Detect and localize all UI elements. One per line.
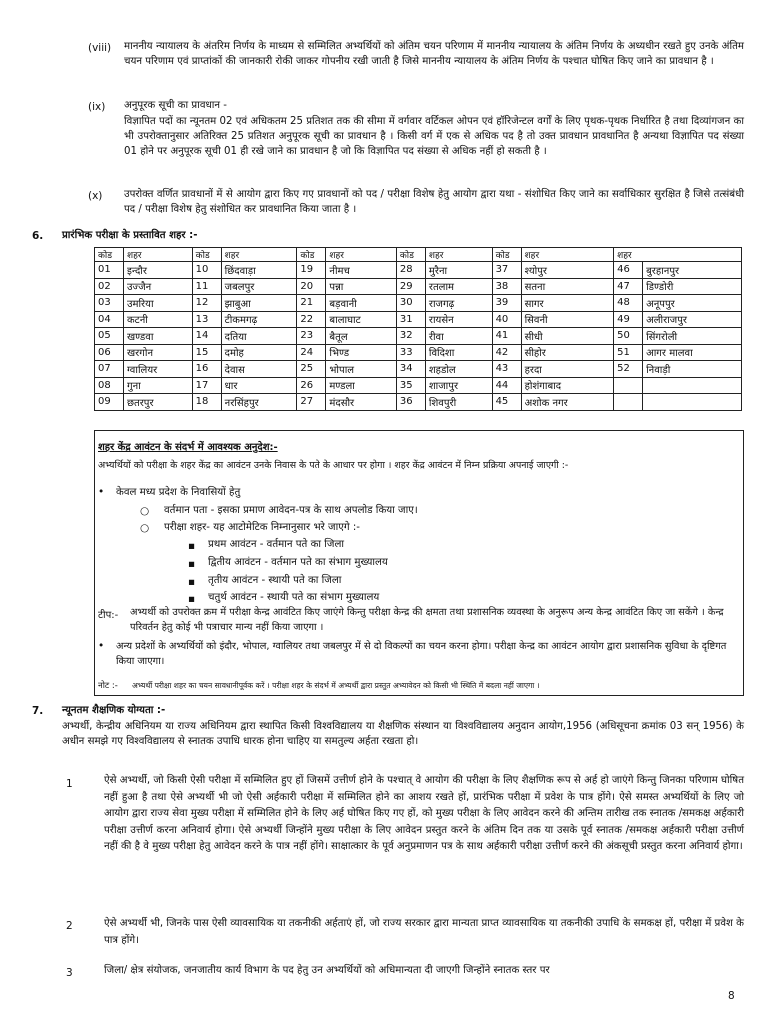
section-7-intro: अभ्यर्थी, केन्द्रीय अधिनियम या राज्य अधिनियम द्वारा स्थापित किसी विश्वविद्यालय या शैक्षणिक संस्थान या विश्वविद्यालय अनुदान आयोग,1956 (अधिसूचना क्रमांक 03 सन् 1956) के अधीन समझे गए विश्वविद्यालय से स्नातक उपाधि धारक होना चाहिए या समतुल्य अर्हता रखता हो। [62,721,744,747]
city-name-cell: भोपाल [326,361,396,378]
city-name-cell: श्योपुर [521,262,614,279]
city-name-cell: सागर [521,295,614,312]
city-name-cell: अनूपपुर [643,295,742,312]
city-name-cell: दतिया [221,328,297,345]
city-code-cell: 50 [614,328,643,345]
item-ix-title: अनुपूरक सूची का प्रावधान - [124,100,227,111]
city-name-cell: मुरैना [425,262,492,279]
city-name-cell: जबलपुर [221,278,297,295]
circle-bullet-icon: ○ [140,522,150,534]
city-name-cell: कटनी [124,311,193,328]
final-note-text: अभ्यर्थी परीक्षा शहर का चयन सावधानीपूर्वक करें । परीक्षा शहर के संदर्भ में अभ्यर्थी द्वारा प्रस्तुत अभ्यावेदन को किसी भी स्थिति में बदला नहीं जाएगा । [132,681,540,690]
city-name-cell: नीमच [326,262,396,279]
section-7-number: 7. [32,705,44,717]
city-name-cell: बैतूल [326,328,396,345]
item-viii-label: (viii) [88,42,112,54]
city-name-cell: अशोक नगर [521,394,614,411]
city-name-cell: टीकमगढ़ [221,311,297,328]
table-header-cell: शहर [221,248,297,262]
para-2-number: 2 [66,920,73,932]
table-body [95,262,742,411]
city-name-cell: सीहोर [521,344,614,361]
city-code-cell: 19 [297,262,326,279]
section-6-title: प्रारंभिक परीक्षा के प्रस्तावित शहर :- [62,230,198,241]
table-header-cell: शहर [124,248,193,262]
city-code-cell: 35 [396,377,425,394]
city-code-cell: 49 [614,311,643,328]
city-code-cell: 03 [95,295,124,312]
para-3-number: 3 [66,967,73,979]
city-code-cell: 09 [95,394,124,411]
table-header-cell: कोड [192,248,221,262]
city-code-cell: 31 [396,311,425,328]
para-1-text: ऐसे अभ्यर्थी, जो किसी ऐसी परीक्षा में सम्मिलित हुए हों जिसमें उत्तीर्ण होने के पश्चात् वे आयोग की परीक्षा के लिए शैक्षणिक रूप से अर्ह हो जाएंगे किन्तु जिनका परिणाम घोषित नहीं हुआ है तथा ऐसे अभ्यर्थी भी जो ऐसी अर्हकारी परीक्षा में सम्मिलित होने का आशय रखते हों, प्रारंभिक परीक्षा में प्रवेश के पात्र होंगे। ऐसे समस्त अभ्यर्थियों के लिए जो आयोग द्वारा राज्य सेवा मुख्य परीक्षा में सम्मिलित होने के लिए अर्ह घोषित किए गए हों, को मुख्य परीक्षा के लिए आवेदन करने की अन्तिम तारीख तक स्नातक /समकक्ष अर्हकारी परीक्षा उत्तीर्ण करना अनिवार्य होगा। ऐसे अभ्यर्थी जिन्होंने मुख्य परीक्षा के लिए आवेदन प्रस्तुत करने के अंतिम दिन तक या उसके पूर्व स्नातक /समकक्ष अर्हकारी परीक्षा उत्तीर्ण नहीं की है वे मुख्य परीक्षा हेतु आवेदन करने के पात्र नहीं होंगे। साक्षात्कार के पूर्व अनुप्रमाणन पत्र के साथ अर्हकारी परीक्षा उत्तीर्ण करने की अंकसूची प्रस्तुत करना अनिवार्य होगा। [104,775,744,852]
city-code-cell: 41 [492,328,521,345]
table-header-cell: शहर [326,248,396,262]
city-code-cell: 29 [396,278,425,295]
city-name-cell: हरदा [521,361,614,378]
item-ix-label: (ix) [88,101,106,113]
allocation-1: प्रथम आवंटन - वर्तमान पते का जिला [208,539,345,550]
city-name-cell: धार [221,377,297,394]
city-code-cell: 04 [95,311,124,328]
city-code-cell: 32 [396,328,425,345]
bullet-icon: • [98,486,105,498]
city-name-cell: आगर मालवा [643,344,742,361]
table-row [95,361,742,378]
city-name-cell: खरगोन [124,344,193,361]
city-code-cell: 23 [297,328,326,345]
city-code-cell: 21 [297,295,326,312]
city-code-cell: 27 [297,394,326,411]
city-code-cell: 52 [614,361,643,378]
square-bullet-icon: ▪ [188,540,196,552]
city-code-cell: 48 [614,295,643,312]
item-viii-text: माननीय न्यायालय के अंतरिम निर्णय के माध्यम से सम्मिलित अभ्यर्थियों को अंतिम चयन परिणाम में माननीय न्यायालय के अंतिम निर्णय के अध्यधीन रखते हुए उनके अंतिम चयन परिणाम एवं प्राप्तांकों की जानकारी रोकी जाकर गोपनीय रखी जाती है जिसे माननीय न्यायालय के अंतिम निर्णय के पश्चात घोषित किए जाने का प्रावधान है । [124,41,744,67]
para-2-text: ऐसे अभ्यर्थी भी, जिनके पास ऐसी व्यावसायिक या तकनीकी अर्हताएं हों, जो राज्य सरकार द्वारा मान्यता प्राप्त व्यावसायिक या तकनीकी उपाधि के समकक्ष हों, परीक्षा में प्रवेश के पात्र होंगे। [104,918,744,946]
exam-city-table [94,247,742,411]
city-name-cell: गुना [124,377,193,394]
city-name-cell: होशंगाबाद [521,377,614,394]
table-row [95,344,742,361]
square-bullet-icon: ▪ [188,558,196,570]
city-code-cell: 14 [192,328,221,345]
allocation-4: चतुर्थ आवंटन - स्थायी पते का संभाग मुख्यालय [208,592,380,603]
city-name-cell: ग्वालियर [124,361,193,378]
page-number: 8 [728,990,735,1002]
table-header-row [95,248,742,262]
city-code-cell: 51 [614,344,643,361]
table-header-cell: शहर [521,248,614,262]
city-name-cell: शहडोल [425,361,492,378]
table-row [95,262,742,279]
square-bullet-icon: ▪ [188,593,196,605]
city-code-cell: 40 [492,311,521,328]
tip-label: टीप:- [98,610,119,621]
city-name-cell: दमोह [221,344,297,361]
city-name-cell: शिवपुरी [425,394,492,411]
city-name-cell: छिंदवाड़ा [221,262,297,279]
city-code-cell: 11 [192,278,221,295]
table-header-cell: कोड [297,248,326,262]
city-code-cell: 22 [297,311,326,328]
city-code-cell: 44 [492,377,521,394]
table-header-cell: शहर [614,248,742,262]
square-bullet-icon: ▪ [188,576,196,588]
city-name-cell: उज्जैन [124,278,193,295]
note-intro: अभ्यर्थियों को परीक्षा के शहर केंद्र का आवंटन उनके निवास के पते के आधार पर होगा । शहर केंद्र आवंटन में निम्न प्रक्रिया अपनाई जाएगी :- [98,460,569,471]
item-x-label: (x) [88,190,103,202]
city-name-cell: अलीराजपुर [643,311,742,328]
city-code-cell: 01 [95,262,124,279]
allocation-3: तृतीय आवंटन - स्थायी पते का जिला [208,575,342,586]
city-code-cell: 10 [192,262,221,279]
city-code-cell: 30 [396,295,425,312]
city-code-cell: 38 [492,278,521,295]
note-bullet-other-states: अन्य प्रदेशों के अभ्यर्थियों को इंदौर, भोपाल, ग्वालियर तथा जबलपुर में से दो विकल्पों का चयन करना होगा। परीक्षा केन्द्र का आवंटन आयोग द्वारा प्रशासनिक सुविधा के दृष्टिगत किया जाएगा। [116,641,727,667]
para-1-number: 1 [66,778,73,790]
table-row [95,311,742,328]
city-name-cell: छतरपुर [124,394,193,411]
city-name-cell: पन्ना [326,278,396,295]
city-name-cell: सिवनी [521,311,614,328]
city-code-cell: 46 [614,262,643,279]
note-tip: अभ्यर्थी को उपरोक्त क्रम में परीक्षा केन्द्र आवंटित किए जाएंगे किन्तु परीक्षा केन्द्र की क्षमता तथा प्रशासनिक व्यवस्था के अनुरूप अन्य केन्द्र आवंटित किए जा सकेंगे । केन्द्र परिवर्तन हेतु कोई भी पत्राचार मान्य नहीं किया जाएगा । [130,607,724,633]
table-row [95,328,742,345]
city-name-cell: बड़वानी [326,295,396,312]
note-bullet-mp-residents: केवल मध्य प्रदेश के निवासियों हेतु [116,487,241,498]
city-code-cell: 43 [492,361,521,378]
city-code-cell [614,394,643,411]
city-code-cell: 37 [492,262,521,279]
city-code-cell: 06 [95,344,124,361]
city-code-cell: 24 [297,344,326,361]
table-row [95,377,742,394]
city-code-cell: 26 [297,377,326,394]
city-name-cell [643,394,742,411]
city-name-cell: बुरहानपुर [643,262,742,279]
city-name-cell: निवाड़ी [643,361,742,378]
city-code-cell: 16 [192,361,221,378]
city-code-cell: 34 [396,361,425,378]
table-row [95,278,742,295]
city-name-cell: रतलाम [425,278,492,295]
city-code-cell: 28 [396,262,425,279]
allocation-2: द्वितीय आवंटन - वर्तमान पते का संभाग मुख्यालय [208,557,388,568]
city-name-cell: मण्डला [326,377,396,394]
city-code-cell: 18 [192,394,221,411]
city-code-cell: 47 [614,278,643,295]
city-name-cell: खण्डवा [124,328,193,345]
city-name-cell: नरसिंहपुर [221,394,297,411]
city-name-cell: सिंगरोली [643,328,742,345]
city-code-cell: 12 [192,295,221,312]
city-name-cell: सतना [521,278,614,295]
table-header-cell: कोड [396,248,425,262]
final-note-label: नोट :- [98,681,118,691]
city-code-cell: 02 [95,278,124,295]
city-code-cell: 25 [297,361,326,378]
city-code-cell: 05 [95,328,124,345]
city-code-cell: 08 [95,377,124,394]
bullet-icon: • [98,640,105,652]
city-name-cell: देवास [221,361,297,378]
note-sub-exam-city: परीक्षा शहर- यह आटोमेटिक निम्नानुसार भरे जाएगे :- [164,522,360,533]
city-name-cell: डिण्डोरी [643,278,742,295]
table-row [95,394,742,411]
city-code-cell: 36 [396,394,425,411]
table-header-cell: कोड [492,248,521,262]
item-ix-text: विज्ञापित पदों का न्यूनतम 02 एवं अधिकतम 25 प्रतिशत तक की सीमा में वर्गवार वर्टिकल ओपन एवं हॉरिजेन्टल वर्गों के लिए पृथक-पृथक निर्धारित है तथा दिव्यांगजन का भी उपरोक्तानुसार अतिरिक्त 25 प्रतिशत अनुपूरक सूची का प्रावधान है । किसी वर्ग में एक से अधिक पद है तो उक्त प्रावधान प्रावधानित है अन्यथा विज्ञापित पद संख्या 01 होने पर अनुपूरक सूची 01 ही रखे जाने का प्रावधान है जो कि विज्ञापित पद संख्या से अधिक नहीं हो सकती है । [124,116,744,157]
city-name-cell: राजगढ़ [425,295,492,312]
city-name-cell: विदिशा [425,344,492,361]
note-sub-current-address: वर्तमान पता - इसका प्रमाण आवेदन-पत्र के साथ अपलोड किया जाए। [164,505,418,516]
city-code-cell: 20 [297,278,326,295]
para-3-text: जिला/ क्षेत्र संयोजक, जनजातीय कार्य विभाग के पद हेतु उन अभ्यर्थियों को अधिमान्यता दी जाएगी जिन्होंने स्नातक स्तर पर [104,965,550,976]
circle-bullet-icon: ○ [140,505,150,517]
city-code-cell: 42 [492,344,521,361]
city-name-cell: रायसेन [425,311,492,328]
note-heading: शहर केंद्र आवंटन के संदर्भ में आवश्यक अनुदेश:- [98,442,278,453]
city-code-cell [614,377,643,394]
table-row [95,295,742,312]
city-code-cell: 33 [396,344,425,361]
table-header-cell: कोड [95,248,124,262]
city-name-cell: उमरिया [124,295,193,312]
city-name-cell: रीवा [425,328,492,345]
city-name-cell: शाजापुर [425,377,492,394]
city-name-cell: सीधी [521,328,614,345]
item-x-text: उपरोक्त वर्णित प्रावधानों में से आयोग द्वारा किए गए प्रावधानों को पद / परीक्षा विशेष हेतु आयोग द्वारा यथा - संशोधित किए जाने का सर्वाधिकार सुरक्षित है जिसे तत्संबंधी पद / परीक्षा विशेष हेतु संशोधित कर प्रावधानित किया जाता है । [124,189,744,215]
table-header-cell: शहर [425,248,492,262]
city-code-cell: 13 [192,311,221,328]
city-name-cell: इन्दौर [124,262,193,279]
city-name-cell [643,377,742,394]
city-code-cell: 07 [95,361,124,378]
city-code-cell: 17 [192,377,221,394]
city-name-cell: बालाघाट [326,311,396,328]
city-code-cell: 39 [492,295,521,312]
section-6-number: 6. [32,230,44,242]
section-7-title: न्यूनतम शैक्षणिक योग्यता :- [62,705,166,716]
city-code-cell: 45 [492,394,521,411]
city-code-cell: 15 [192,344,221,361]
city-name-cell: झाबुआ [221,295,297,312]
city-name-cell: भिण्ड [326,344,396,361]
city-name-cell: मंदसौर [326,394,396,411]
